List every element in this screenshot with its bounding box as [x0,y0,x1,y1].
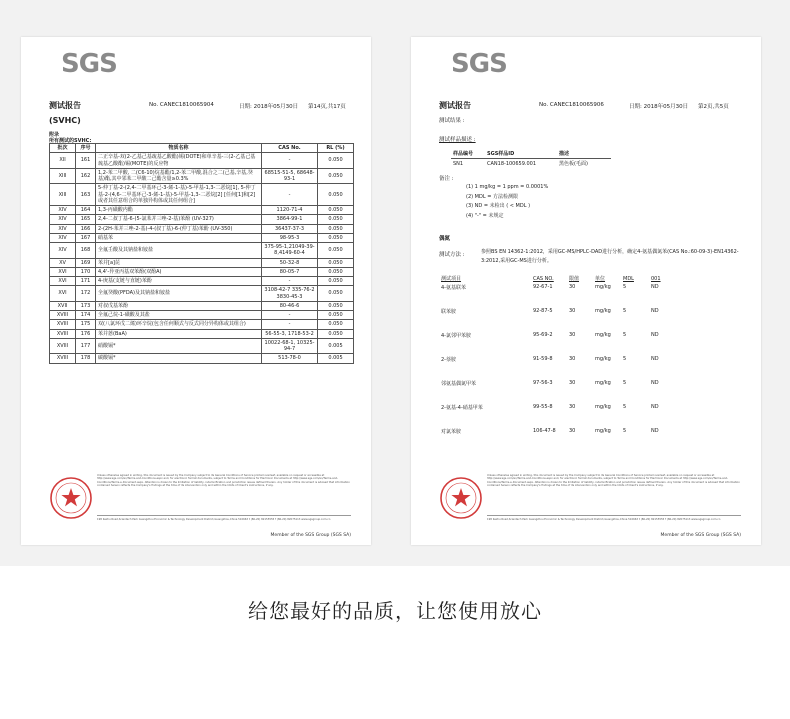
page-caption: 给您最好的品质，让您使用放心 [248,599,542,623]
cell-batch: XIV [50,224,76,233]
table-row [50,338,354,354]
cell-substance: 1,2-苯二甲酸, 二(C6-10)烷基酯/1,2-苯二甲酸,混合之二(己基,辛基,癸基)酯,其中邻苯二甲酸二己酯含量≥0.3% [96,168,262,184]
footer-divider [97,515,351,516]
footer-address [487,518,741,528]
report-title: 测试报告 [49,101,81,110]
cell-index: 172 [76,286,96,302]
cell-cas: - [262,153,318,169]
cell-cas: 97-56-3 [533,380,553,386]
cell-index: 170 [76,267,96,276]
section-title: 偶氮 [439,236,451,242]
cell-cas: 513-78-0 [262,354,318,363]
cell-limit: 30 [569,428,576,434]
cell-rl: 0.050 [318,277,354,286]
cell-result: ND [651,284,659,290]
cell-substance: 苯并蒽(BaA) [96,329,262,338]
cell-rl: 0.050 [318,329,354,338]
cell-index: 167 [76,233,96,242]
table-row [50,311,354,320]
cell-mdl: 5 [623,332,627,338]
cell-substance: 2,4-二叔丁基-6-(5-氯苯并三唑-2-基)苯酚 (UV-327) [96,215,262,224]
cell-index: 174 [76,311,96,320]
notes-list [466,183,548,221]
cell-test-item: 对氯苯胺 [441,429,462,435]
cell-cas: - [262,320,318,329]
cell-rl: 0.005 [318,338,354,354]
sample-col-desc: 描述 [557,149,611,159]
cell-index: 176 [76,329,96,338]
footer-address-text: 198 Kezhu Road,Scientech Park Guangzhou Economic & Technology Development District,Guangzhou,China 510663 t (86-20) 82155555 f (86-20) 82075113 www.sgsgroup.com.cn [487,518,721,521]
col-mdl: MDL [623,275,634,282]
cell-batch: XVIII [50,354,76,363]
cell-substance: 2-(2H-苯并三唑-2-基)-4-(叔丁基)-6-(仲丁基)苯酚 (UV-350) [96,224,262,233]
footer-address-text: 198 Kezhu Road,Scientech Park Guangzhou Economic & Technology Development District,Guangzhou,China 510663 t (86-20) 82155555 f (86-20) 82075113 www.sgsgroup.com.cn [97,518,331,521]
cell-index: 163 [76,184,96,206]
cell-cas: 3108-42-7 335-76-2 3830-45-3 [262,286,318,302]
col-unit: 单位 [595,276,606,282]
cell-cas: 92-67-1 [533,284,553,290]
sample-col-id: SGS样品ID [485,149,557,159]
note-item: (1) 1 mg/kg = 1 ppm = 0.0001% [466,184,549,190]
cell-limit: 30 [569,332,576,338]
table-row [50,215,354,224]
cell-unit: mg/kg [595,356,611,362]
cell-batch: XVII [50,301,76,310]
table-row [50,320,354,329]
table-row [50,153,354,169]
cell-limit: 30 [569,308,576,314]
table-row [50,354,354,363]
footer-member: Member of the SGS Group (SGS SA) [660,533,741,538]
cell-cas: 50-32-8 [262,258,318,267]
cell-limit: 30 [569,356,576,362]
cell-result: ND [651,332,659,338]
cell-batch: XIII [50,168,76,184]
cell-test-item: 2-氨基-4-硝基甲苯 [441,405,483,411]
table-row [439,428,679,452]
cell-test-item: 4-氨基联苯 [441,285,466,291]
col-batch: 批次 [50,144,76,153]
col-sample: 001 [651,275,661,282]
cell-substance: 碳酸镉* [96,354,262,363]
method-text: 参照BS EN 14362-1:2012，采用GC-MS/HPLC-DAD进行分析，确定4-氨基偶氮苯(CAS No.:60-09-3)-EN14362-3:2012,采用GC-MS进行分析。 [481,249,739,264]
cell-rl: 0.050 [318,215,354,224]
cell-test-item: 4-氯邻甲苯胺 [441,333,471,339]
col-limit: 限值 [569,276,580,282]
table-row [50,224,354,233]
report-date: 日期: 2018年05月30日 [239,104,299,110]
cell-substance: 双(八氯环戊二烯)环辛烷(包含任何顺式与反式同分异构体或其组合) [96,320,262,329]
official-seal-icon [49,476,93,520]
table-row [50,286,354,302]
page-number: 第14页,共17页 [308,104,346,110]
cell-cas: - [262,277,318,286]
cell-batch: XVI [50,286,76,302]
cell-rl: 0.050 [318,153,354,169]
table-row [439,404,679,428]
method-label: 测试方法 : [439,252,465,258]
table-row [50,206,354,215]
cell-cas: 10022-68-1, 10325-94-7 [262,338,318,354]
cell-unit: mg/kg [595,332,611,338]
footer-terms-text: Unless otherwise agreed in writing, this document is issued by the Company subject to its General Conditions of Service printed overleaf, available on request or accessible at http://www.sgs.com/en/Terms-and-Conditions.aspx and, for electronic format documents, subject to Terms and Conditions for Electronic Documents at http://www.sgs.com/en/Terms-and-Conditions/Terms-e-Document.aspx. Attention is drawn to the limitation of liability, indemnification and jurisdiction issues defined therein. Any holder of this document is advised that information contained hereon reflects the Company's findings at the time of its intervention only and within the limits of Client's instructions, if any. [487,474,740,488]
table-header-row [50,144,354,153]
note-item: (3) ND = 未检出 ( < MDL ) [466,203,531,209]
cell-mdl: 5 [623,308,627,314]
table-row [50,277,354,286]
table-row [50,233,354,242]
cell-cas: 106-47-8 [533,428,556,434]
cell-cas: 1120-71-4 [262,206,318,215]
notes-label: 备注 : [439,176,454,182]
cell-index: 162 [76,168,96,184]
cell-result: ND [651,308,659,314]
cell-batch: XII [50,153,76,169]
table-row [50,258,354,267]
cell-unit: mg/kg [595,284,611,290]
cell-cas: 36437-37-3 [262,224,318,233]
cell-limit: 30 [569,404,576,410]
svhc-table [49,143,354,364]
table-header-row [451,149,611,159]
cell-mdl: 5 [623,284,627,290]
cell-substance: 5-仲丁基-2-(2,4-二甲基环己-3-烯-1-基)-5-甲基-1,3-二恶烷[1], 5-仲丁基-2-(4,6-二甲基环己-3-烯-1-基)-5-甲基-1,3-二恶烷[2] [任何[1]和[2]或者其任意组合的单独异构体或其任何组合] [96,184,262,206]
cell-substance: 苯并[a]芘 [96,258,262,267]
cell-test-item: 联苯胺 [441,309,457,315]
svhc-list-label: 所有测试的SVHC: [49,138,92,144]
cell-index: 178 [76,354,96,363]
cell-unit: mg/kg [595,428,611,434]
cell-rl: 0.050 [318,258,354,267]
cell-index: 171 [76,277,96,286]
cell-result: ND [651,380,659,386]
table-row [50,301,354,310]
cell-unit: mg/kg [595,308,611,314]
report-number: No. CANEC1810065904 [149,102,214,108]
cell-index: 173 [76,301,96,310]
cell-batch: XIV [50,206,76,215]
cell-index: 164 [76,206,96,215]
cell-batch: XIV [50,215,76,224]
cell-mdl: 5 [623,356,627,362]
cell-substance: 对叔戊基苯酚 [96,301,262,310]
note-item: (4) "-" = 未规定 [466,212,504,219]
cell-batch: XV [50,258,76,267]
sample-col-no: 样品编号 [451,149,485,159]
col-rl: RL (%) [318,144,354,153]
cell-substance: 硝基苯 [96,233,262,242]
cell-cas: 68515-51-5, 68648-93-1 [262,168,318,184]
cell-cas: 56-55-3, 1718-53-2 [262,329,318,338]
cell-rl: 0.050 [318,206,354,215]
footer-divider [487,515,741,516]
sgs-logo: SGS [61,49,117,79]
table-row [439,308,679,332]
table-row [439,356,679,380]
cell-batch: XIV [50,233,76,242]
footer-member: Member of the SGS Group (SGS SA) [270,533,351,538]
cell-cas: 91-59-8 [533,356,553,362]
report-title: 测试报告 [439,101,471,110]
cell-index: 166 [76,224,96,233]
cell-index: 177 [76,338,96,354]
cell-cas: - [262,184,318,206]
report-page-right [411,37,761,545]
cell-result: ND [651,356,659,362]
sample-table [451,149,611,168]
footer-terms-text: Unless otherwise agreed in writing, this document is issued by the Company subject to its General Conditions of Service printed overleaf, available on request or accessible at http://www.sgs.com/en/Terms-and-Conditions.aspx and, for electronic format documents, subject to Terms and Conditions for Electronic Documents at http://www.sgs.com/en/Terms-and-Conditions/Terms-e-Document.aspx. Attention is drawn to the limitation of liability, indemnification and jurisdiction issues defined therein. Any holder of this document is advised that information contained hereon reflects the Company's findings at the time of its intervention only and within the limits of Client's instructions, if any. [97,474,350,488]
report-subtitle: (SVHC) [49,116,81,125]
cell-substance: 全氟壬酸及其钠盐和铵盐 [96,243,262,259]
cell-limit: 30 [569,380,576,386]
cell-rl: 0.050 [318,286,354,302]
cell-unit: mg/kg [595,404,611,410]
cell-rl: 0.050 [318,267,354,276]
cell-batch: XIV [50,243,76,259]
cell-rl: 0.050 [318,168,354,184]
cell-batch: XVIII [50,320,76,329]
cell-cas: 99-55-8 [533,404,553,410]
cell-test-item: 邻氨基偶氮甲苯 [441,381,477,387]
cell-cas: 98-95-3 [262,233,318,242]
cell-batch: XVIII [50,311,76,320]
col-cas: CAS No. [262,144,318,153]
cell-mdl: 5 [623,428,627,434]
col-cas: CAS NO. [533,275,554,282]
note-item: (2) MDL = 方法检测限 [466,193,518,200]
sample-id: CAN18-100659.001 [487,160,537,167]
col-test-item: 测试项目 [441,276,462,282]
cell-test-item: 2-萘胺 [441,357,456,363]
sample-desc: 黑色板(毛面) [559,161,588,167]
cell-rl: 0.050 [318,243,354,259]
cell-index: 165 [76,215,96,224]
cell-cas: 95-69-2 [533,332,553,338]
table-row [50,168,354,184]
report-page-left [21,37,371,545]
cell-substance: 全氟癸酸(PFDA)及其钠盐和铵盐 [96,286,262,302]
cell-substance: 1,3-丙磺酸内酯 [96,206,262,215]
cell-mdl: 5 [623,404,627,410]
cell-cas: - [262,311,318,320]
cell-rl: 0.050 [318,320,354,329]
table-row [50,329,354,338]
table-row [439,284,679,308]
table-row [50,184,354,206]
cell-index: 168 [76,243,96,259]
table-row [50,243,354,259]
table-row [439,380,679,404]
cell-substance: 全氟己烷-1-磺酸及其盐 [96,311,262,320]
cell-index: 161 [76,153,96,169]
page-number: 第2页,共5页 [698,104,729,110]
report-number: No. CANEC1810065906 [539,102,604,108]
cell-batch: XIII [50,184,76,206]
cell-mdl: 5 [623,380,627,386]
cell-rl: 0.005 [318,354,354,363]
cell-batch: XVIII [50,338,76,354]
cell-cas: 375-95-1,21049-39-8,4149-60-4 [262,243,318,259]
sample-no: SN1 [453,160,464,167]
cell-rl: 0.050 [318,224,354,233]
table-row [439,332,679,356]
cell-result: ND [651,428,659,434]
col-index: 序号 [76,144,96,153]
cell-substance: 4-庚基(支链与直链)苯酚 [96,277,262,286]
cell-batch: XVIII [50,329,76,338]
cell-cas: 92-87-5 [533,308,553,314]
cell-unit: mg/kg [595,380,611,386]
sample-desc-label: 测试样品描述 : [439,137,476,143]
cell-batch: XVI [50,277,76,286]
result-label: 测试结果 : [439,118,465,124]
cell-batch: XVI [50,267,76,276]
cell-substance: 二正辛基-双(2-乙基己基巯基乙酸酯)锡(DOTE)和单辛基-三(2-乙基己基巯基乙酸酯)锡(MOTE)的反应物 [96,153,262,169]
official-seal-icon [439,476,483,520]
cell-rl: 0.050 [318,311,354,320]
cell-substance: 硝酸镉* [96,338,262,354]
cell-rl: 0.050 [318,301,354,310]
cell-rl: 0.050 [318,184,354,206]
cell-index: 175 [76,320,96,329]
results-table [439,273,679,452]
cell-rl: 0.050 [318,233,354,242]
footer-address [97,518,351,528]
report-date: 日期: 2018年05月30日 [629,104,689,110]
cell-substance: 4,4'-异亚丙基双苯酚(双酚A) [96,267,262,276]
cell-result: ND [651,404,659,410]
cell-cas: 80-05-7 [262,267,318,276]
table-row [50,267,354,276]
sgs-logo: SGS [451,49,507,79]
appendix-label: 附录 [49,132,60,138]
cell-index: 169 [76,258,96,267]
table-header-row [439,273,679,284]
cell-limit: 30 [569,284,576,290]
cell-cas: 80-46-6 [262,301,318,310]
table-row [451,159,611,169]
cell-cas: 3864-99-1 [262,215,318,224]
col-substance: 物质名称 [96,144,262,153]
